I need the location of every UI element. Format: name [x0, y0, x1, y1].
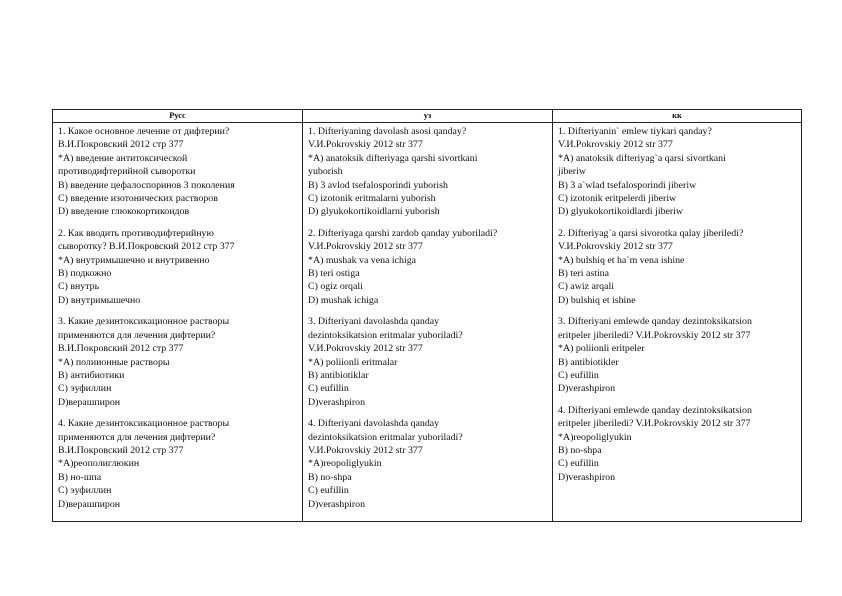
question-2-russian: 2. Как вводить противодифтерийную сыворотку? В.И.Покровский 2012 стр 377 *А) внутримышечно и внутривенно В) подкожно С) внутрь D) внутримышечно: [58, 227, 235, 306]
uzbek-column: [303, 123, 553, 522]
question-1-karakalpak: 1. Difteriyanin` emlew tiykari qanday? V.И.Pokrovskiy 2012 str 377 *A) anatoksik difteriyag`a qarsi sivortkani jiberiw B) 3 a`wlad tsefalosporindi jiberiw C) izotonik eritpelerdi jiberiw D) glyukokortikoidlardi jiberiw: [558, 126, 726, 218]
question-3-russian: 3. Какие дезинтоксикационное растворы применяются для лечения дифтерии? В.И.Покровский 2012 стр 377 *А) полиионные растворы В) антибиотики С) эуфиллин D)верашпирон: [58, 316, 230, 408]
question-table: [52, 109, 802, 522]
table-row: [53, 123, 802, 522]
column-header-karakalpak: кк: [553, 110, 802, 123]
question-3-uzbek: 3. Difteriyani davolashda qanday dezintoksikatsion eritmalar yuboriladi? V.И.Pokrovskiy 2012 str 377 *A) poliionli eritmalar B) antibiotiklar C) eufillin D)verashpiron: [308, 316, 463, 408]
question-4-karakalpak: 4. Difteriyani emlewde qanday dezintoksikatsion eritpeler jiberiledi? V.И.Pokrovskiy 2012 str 377 *A)reopoliglyukin B) no-shpa C) eufillin D)verashpiron: [558, 404, 752, 483]
column-header-uzbek: уз: [303, 110, 553, 123]
column-header-russian: Русс: [53, 110, 303, 123]
question-1-russian: 1. Какое основное лечение от дифтерии? В.И.Покровский 2012 стр 377 *А) введение антитоксической противодифтерийной сыворотки В) введение цефалоспоринов 3 поколения С) введение изотонических растворов D) введение глюкокортикоидов: [58, 126, 235, 218]
russian-column: [53, 123, 303, 522]
question-1-uzbek: 1. Difteriyaning davolash asosi qanday? V.И.Pokrovskiy 2012 str 377 *A) anatoksik difteriyaga qarshi sivortkani yuborish B) 3 avlod tsefalosporindi yuborish C) izotonik eritmalarni yuborish D) glyukokortikoidlarni yuborish: [308, 126, 478, 218]
question-2-karakalpak: 2. Difteriyag`a qarsi sivorotka qalay jiberiledi? V.И.Pokrovskiy 2012 str 377 *A) bulshiq et ha`m vena ishine B) teri astina C) awiz arqali D) bulshiq et ishine: [558, 227, 744, 306]
question-3-karakalpak: 3. Difteriyani emlewde qanday dezintoksikatsion eritpeler jiberiledi? V.И.Pokrovskiy 2012 str 377 *A) poliionli eritpeler B) antibiotikler C) eufillin D)verashpiron: [558, 316, 752, 395]
karakalpak-column: [553, 123, 802, 522]
question-4-russian: 4. Какие дезинтоксикационное растворы применяются для лечения дифтерии? В.И.Покровский 2012 стр 377 *А)реополиглюкин В) но-шпа С) эуфиллин D)верашпирон: [58, 418, 230, 510]
question-4-uzbek: 4. Difteriyani davolashda qanday dezintoksikatsion eritmalar yuboriladi? V.И.Pokrovskiy 2012 str 377 *A)reopoliglyukin B) no-shpa C) eufillin D)verashpiron: [308, 418, 463, 510]
header-row: [53, 110, 802, 123]
question-2-uzbek: 2. Difteriyaga qarshi zardob qanday yuboriladi? V.И.Pokrovskiy 2012 str 377 *A) mushak va vena ichiga B) teri ostiga C) ogiz orqali D) mushak ichiga: [308, 227, 498, 306]
